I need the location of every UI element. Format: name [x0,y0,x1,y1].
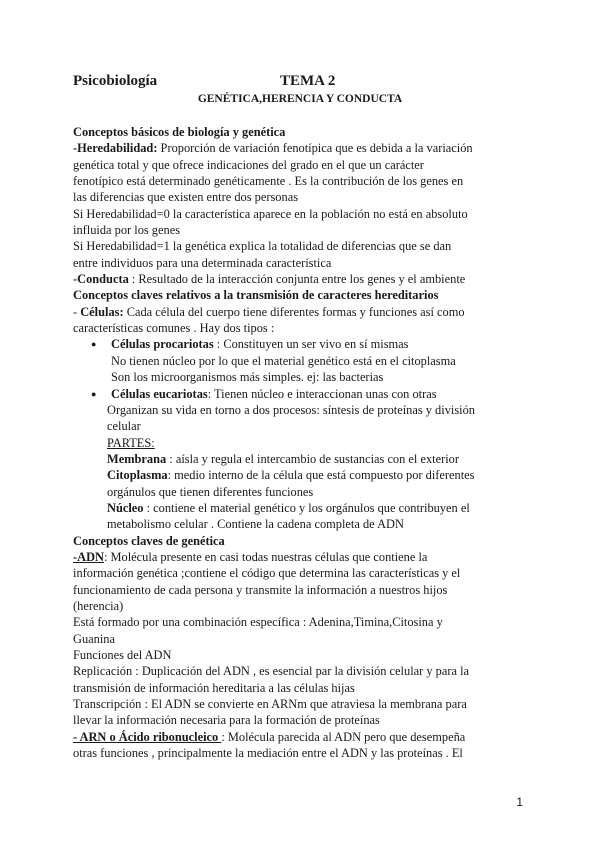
text-line [73,238,533,254]
text-line [73,157,533,173]
text-line [73,565,533,581]
text-segment: transmisión de información hereditaria a las células hijas [73,680,355,695]
text-segment: características comunes . Hay dos tipos : [73,321,275,336]
text-line [73,696,533,712]
bullet-item [73,386,533,402]
bold-term: Células: [80,304,124,319]
text-line [73,271,533,287]
text-line [73,369,533,385]
bold-term: - ARN o Ácido ribonucleico [73,729,222,744]
bold-term: Núcleo [107,500,144,515]
text-segment: Organizan su vida en torno a dos procesos: síntesis de proteínas y división [107,402,475,417]
text-segment: No tienen núcleo por lo que el material genético está en el citoplasma [111,353,456,368]
text-segment: (herencia) [73,598,124,613]
text-line [73,631,533,647]
text-line [73,435,533,451]
text-segment: : medio interno de la célula que está compuesto por diferentes [167,468,475,483]
text-line [73,255,533,271]
section-heading [73,124,533,140]
text-line [73,663,533,679]
bold-term: Células eucariotas [111,386,208,401]
text-segment: celular [107,419,141,434]
bold-term: Conceptos claves de genética [73,533,225,548]
section-heading [73,533,533,549]
text-line [73,320,533,336]
text-segment: funcionamiento de cada persona y transmite la información a nuestros hijos [73,582,448,597]
bullet-icon: ● [91,388,97,399]
bold-term: Citoplasma [107,468,168,483]
text-line [73,582,533,598]
text-line [73,451,533,467]
text-segment: Proporción de variación fenotípica que es debida a la variación [157,141,473,156]
text-line [73,598,533,614]
text-segment: : Resultado de la interacción conjunta entre los genes y el ambiente [128,272,466,287]
text-segment: : Molécula presente en casi todas nuestras células que contiene la [103,549,428,564]
text-line [73,614,533,630]
bold-term: -ADN [73,549,104,564]
text-segment: orgánulos que tienen diferentes funciones [107,484,314,499]
text-segment: Está formado por una combinación específica : Adenina,Timina,Citosina y [73,615,443,630]
text-segment: : Tienen núcleo e interaccionan unas con otras [207,386,437,401]
page-number: 1 [516,795,523,809]
bold-term: Conceptos básicos de biología y genética [73,125,286,139]
text-line [73,140,533,156]
text-line [73,353,533,369]
bold-term: -Conducta [73,272,129,287]
text-segment: metabolismo celular . Contiene la cadena completa de ADN [107,517,404,532]
text-line [73,516,533,532]
text-line [73,729,533,745]
text-line [73,647,533,663]
bold-term: Conceptos claves relativos a la transmisión de caracteres hereditarios [73,288,439,303]
bold-term: -Heredabilidad: [73,141,158,156]
text-segment: Cada célula del cuerpo tiene diferentes formas y funciones así como [123,304,465,319]
text-segment: influida por los genes [73,223,181,238]
text-segment: las diferencias que existen entre dos personas [73,190,299,205]
text-segment: información genética ;contiene el código que determina las características y el [73,566,461,581]
text-line [73,402,533,418]
section-heading [73,287,533,303]
text-segment: : Constituyen un ser vivo en sí mismas [213,337,409,352]
document-body [73,124,533,761]
bullet-item [73,336,533,352]
text-segment: : aísla y regula el intercambio de sustancias con el exterior [166,451,459,466]
text-segment: Replicación : Duplicación del ADN , es esencial par la división celular y para la [73,664,470,679]
text-segment: Guanina [73,631,115,646]
page-subtitle: GENÉTICA,HERENCIA Y CONDUCTA [197,93,403,105]
text-segment: entre individuos para una determinada característica [73,255,332,270]
text-segment: Si Heredabilidad=1 la genética explica la totalidad de diferencias que se dan [73,239,452,254]
text-line [73,206,533,222]
text-line [73,189,533,205]
bold-term: Membrana [107,451,167,466]
text-segment: llevar la información necesaria para la formación de proteínas [73,713,380,728]
text-line [73,500,533,516]
bullet-icon: ● [91,339,97,350]
text-line [73,680,533,696]
text-segment: : contiene el material genético y los orgánulos que contribuyen el [143,500,470,515]
text-segment: - [73,304,81,319]
text-segment: otras funciones , principalmente la mediación entre el ADN y las proteínas . El [73,746,463,761]
text-segment: fenotípico está determinado genéticamente . Es la contribución de los genes en [73,174,464,189]
subject-title: Psicobiología [73,73,158,89]
text-line [73,745,533,761]
text-segment: genética total y que ofrece indicaciones del grado en el que un carácter [73,157,424,172]
tema-title: TEMA 2 [280,73,336,89]
bold-term: Células procariotas [111,337,214,352]
text-segment: Funciones del ADN [73,648,172,662]
text-segment: Son los microorganismos más simples. ej: las bacterias [111,370,384,385]
text-line [73,304,533,320]
text-line [73,173,533,189]
text-line [73,418,533,434]
text-line [73,467,533,483]
text-line [73,712,533,728]
text-line [73,222,533,238]
text-segment: Transcripción : El ADN se convierte en ARNm que atraviesa la membrana para [73,697,467,712]
text-segment: : Molécula parecida al ADN pero que desempeña [221,729,466,744]
text-segment: PARTES: [107,435,155,450]
text-line [73,484,533,500]
text-line [73,549,533,565]
text-segment: Si Heredabilidad=0 la característica aparece en la población no está en absoluto [73,206,468,221]
